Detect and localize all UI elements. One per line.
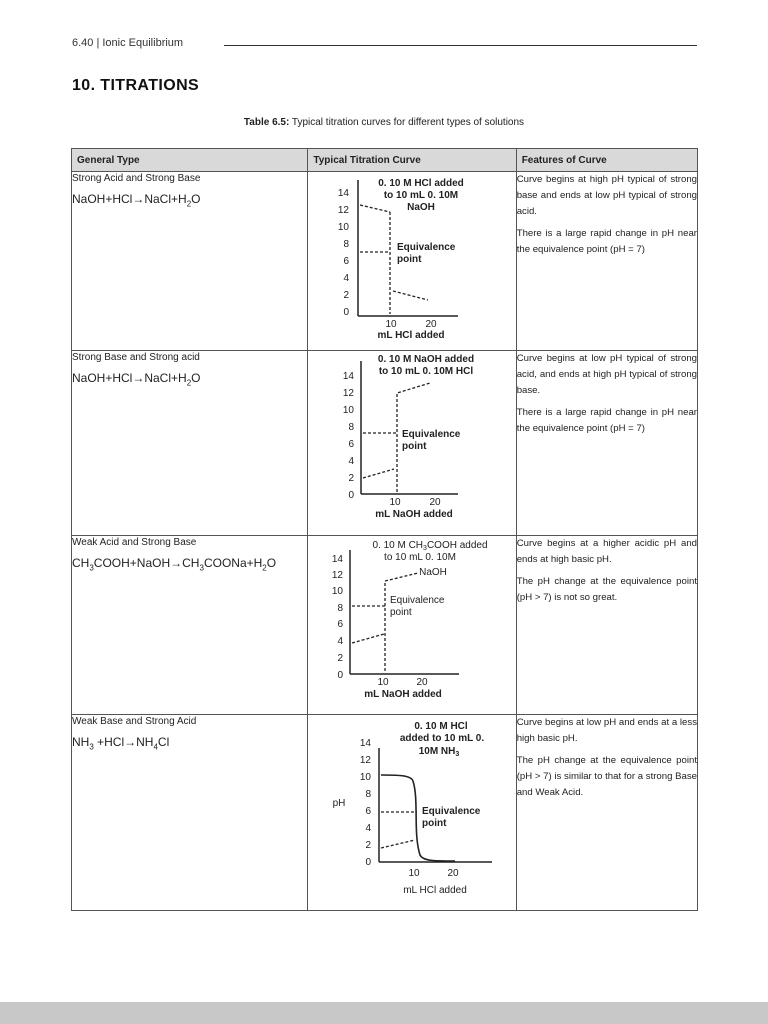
y-tick-label: 12 xyxy=(332,570,344,581)
x-axis-label: mL NaOH added xyxy=(364,689,443,700)
type-label: Weak Acid and Strong Base xyxy=(72,537,197,548)
caption-label: Table 6.5: xyxy=(243,117,290,128)
feature-text: The pH change at the equivalence point (pH > 7) is similar to that for a strong Base and Weak Acid. xyxy=(516,755,697,798)
x-axis-label: mL NaOH added xyxy=(375,509,454,520)
y-tick-label: 14 xyxy=(360,738,372,749)
y-tick-label: 10 xyxy=(343,405,355,416)
reaction-equation: $NaOH+HCl\to NaCl+H_2O$ xyxy=(72,371,201,388)
x-tick-label: 10 xyxy=(385,319,397,330)
y-tick-label: 2 xyxy=(348,473,355,484)
curve-cell xyxy=(308,172,516,351)
y-tick-label: 12 xyxy=(343,388,355,399)
general-type-cell xyxy=(72,351,308,536)
y-tick-label: 14 xyxy=(343,371,355,382)
header-text: 6.40 | Ionic Equilibrium xyxy=(72,37,184,49)
graph-title: added to 10 mL 0. xyxy=(400,733,485,744)
curve-segment xyxy=(381,840,415,848)
y-tick-label: 8 xyxy=(337,603,344,614)
x-tick-label: 20 xyxy=(447,868,459,879)
y-tick-label: 0 xyxy=(337,670,344,681)
curve-segment xyxy=(393,291,428,300)
y-tick-label: 8 xyxy=(365,789,372,800)
x-tick-label: 20 xyxy=(429,497,441,508)
y-tick-label: 10 xyxy=(360,772,372,783)
feature-text: The pH change at the equivalence point (pH > 7) is not so great. xyxy=(516,576,697,603)
y-tick-label: 4 xyxy=(343,273,350,284)
y-tick-label: 4 xyxy=(365,823,372,834)
y-tick-label: 14 xyxy=(332,554,344,565)
equivalence-label: point xyxy=(422,818,447,829)
y-tick-label: 6 xyxy=(337,619,344,630)
curve-cell xyxy=(308,351,516,536)
curve-segment xyxy=(363,469,394,478)
features-cell xyxy=(516,536,697,715)
graph-title: 0. 10 M $CH_3COOH$ added xyxy=(372,540,488,552)
reaction-equation: $NH_3 +HCl\to NH_4Cl$ xyxy=(72,735,170,752)
graph-title: NaOH xyxy=(407,202,436,213)
reaction-equation: $NaOH+HCl\to NaCl+H_2O$ xyxy=(72,192,201,209)
equivalence-label: Equivalence xyxy=(422,806,481,817)
caption-text: Typical titration curves for different types of solutions xyxy=(289,117,525,128)
y-tick-label: 6 xyxy=(348,439,355,450)
curve-cell xyxy=(308,715,516,911)
graph-title: 0. 10 M HCl added xyxy=(378,178,465,189)
graph-title: 0. 10 M NaOH added xyxy=(378,354,475,365)
general-type-cell xyxy=(72,536,308,715)
general-type-cell xyxy=(72,715,308,911)
y-tick-label: 0 xyxy=(343,307,350,318)
feature-text: Curve begins at a higher acidic pH and ends at high basic pH. xyxy=(516,538,697,565)
y-tick-label: 12 xyxy=(338,205,350,216)
curve-segment xyxy=(352,634,384,643)
general-type-cell xyxy=(72,172,308,351)
x-tick-label: 20 xyxy=(416,677,428,688)
x-tick-label: 10 xyxy=(389,497,401,508)
x-axis-label: mL HCl added xyxy=(403,885,468,896)
y-tick-label: 2 xyxy=(343,290,350,301)
header-typical-curve: Typical Titration Curve xyxy=(308,149,516,172)
graph-title: to 10 mL 0. 10M xyxy=(384,552,457,563)
y-tick-label: 6 xyxy=(365,806,372,817)
graph-title: to 10 mL 0. 10M HCl xyxy=(379,366,474,377)
feature-text: Curve begins at low pH and ends at a less high basic pH. xyxy=(516,717,697,744)
titration-table xyxy=(71,148,698,911)
equivalence-label: point xyxy=(397,254,422,265)
curve-segment xyxy=(385,573,418,671)
feature-text: There is a large rapid change in pH near the equivalence point (pH = 7) xyxy=(516,228,697,255)
x-tick-label: 10 xyxy=(408,868,420,879)
x-axis-label: mL HCl added xyxy=(377,330,445,341)
y-tick-label: 0 xyxy=(348,490,355,501)
header-rule xyxy=(224,45,697,46)
features-cell xyxy=(516,715,697,911)
type-label: Weak Base and Strong Acid xyxy=(72,716,197,727)
features-cell xyxy=(516,172,697,351)
graph-title: to 10 mL 0. 10M xyxy=(384,190,459,201)
x-tick-label: 10 xyxy=(377,677,389,688)
y-axis-label: pH xyxy=(332,798,346,809)
section-title: 10. TITRATIONS xyxy=(72,77,200,94)
y-tick-label: 10 xyxy=(338,222,350,233)
graph-title: 0. 10 M HCl xyxy=(414,721,469,732)
features-cell xyxy=(516,351,697,536)
graph-title: NaOH xyxy=(419,567,448,578)
y-tick-label: 8 xyxy=(343,239,350,250)
y-tick-label: 4 xyxy=(337,636,344,647)
y-tick-label: 14 xyxy=(338,188,350,199)
y-tick-label: 10 xyxy=(332,586,344,597)
table-header-row xyxy=(72,149,698,172)
table-caption xyxy=(0,117,768,128)
table-row xyxy=(72,536,698,715)
curve-segment xyxy=(360,205,390,212)
equivalence-label: Equivalence xyxy=(402,429,461,440)
curve-cell xyxy=(308,536,516,715)
graph-title: 10M $NH_3$ xyxy=(419,746,460,758)
feature-text: There is a large rapid change in pH near the equivalence point (pH = 7) xyxy=(516,407,697,434)
equivalence-label: point xyxy=(402,441,427,452)
titration-curve-sbsa xyxy=(308,351,516,530)
header-general-type: General Type xyxy=(72,149,308,172)
y-tick-label: 2 xyxy=(337,653,344,664)
table-row xyxy=(72,172,698,351)
titration-curve-wbsa xyxy=(308,715,516,905)
x-tick-label: 20 xyxy=(425,319,437,330)
titration-curve-sasb xyxy=(308,172,516,345)
y-tick-label: 8 xyxy=(348,422,355,433)
equivalence-label: Equivalence xyxy=(397,242,456,253)
type-label: Strong Base and Strong acid xyxy=(72,352,200,363)
feature-text: Curve begins at high pH typical of strong base and ends at low pH typical of strong acid. xyxy=(516,174,697,217)
equivalence-label: Equivalence xyxy=(390,595,445,606)
bottom-bar xyxy=(0,1002,768,1024)
reaction-equation: $CH_3COOH+NaOH\to CH_3COONa+H_2O$ xyxy=(72,556,277,573)
table-row xyxy=(72,715,698,911)
header-features: Features of Curve xyxy=(516,149,697,172)
y-tick-label: 0 xyxy=(365,857,372,868)
type-label: Strong Acid and Strong Base xyxy=(72,173,201,184)
page-header xyxy=(72,37,697,53)
feature-text: Curve begins at low pH typical of strong acid, and ends at high pH typical of strong base. xyxy=(516,353,697,396)
table-row xyxy=(72,351,698,536)
equivalence-label: point xyxy=(390,607,413,618)
titration-curve-wasb xyxy=(308,536,516,709)
y-tick-label: 6 xyxy=(343,256,350,267)
y-tick-label: 2 xyxy=(365,840,372,851)
y-tick-label: 4 xyxy=(348,456,355,467)
y-tick-label: 12 xyxy=(360,755,372,766)
